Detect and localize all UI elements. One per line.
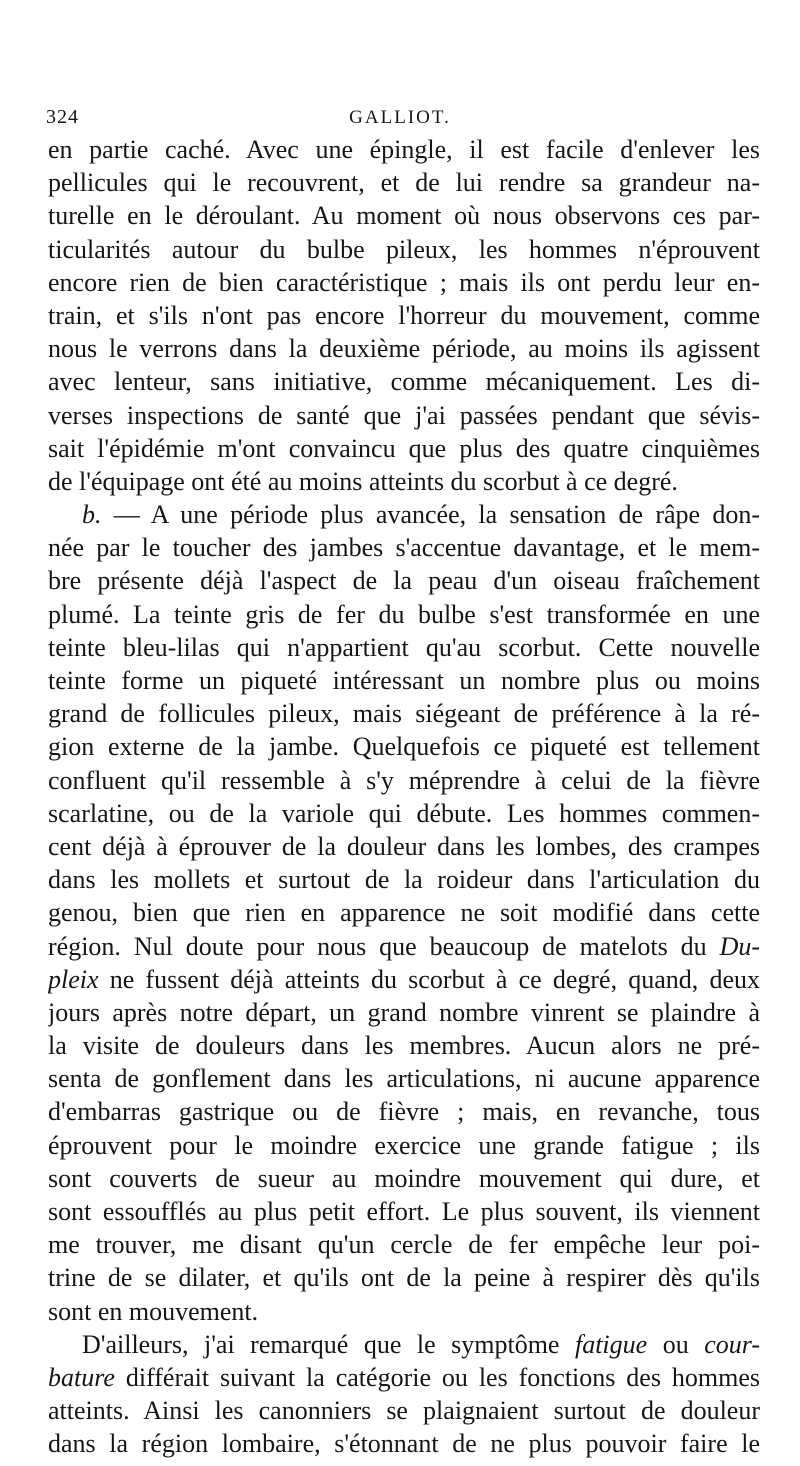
text-line [48, 1394, 760, 1427]
text-line [48, 963, 760, 996]
text-run: scarlatine, ou de la variole qui débute. Les hommes commen- [48, 798, 760, 828]
italic-text: b. [82, 500, 102, 530]
text-line [48, 1095, 760, 1128]
text-run: jours après notre départ, un grand nombre vinrent se plaindre à [48, 997, 760, 1027]
text-run: sait l'épidémie m'ont convaincu que plus des quatre cinquièmes [48, 433, 760, 463]
text-run: cent déjà à éprouver de la douleur dans les lombes, des crampes [48, 831, 760, 861]
text-line [48, 1029, 760, 1062]
text-run: grand de follicules pileux, mais siégeant de préférence à la ré- [48, 699, 760, 729]
text-line [48, 1195, 760, 1228]
text-line [48, 1162, 760, 1195]
text-run: confluent qu'il ressemble à s'y méprendre à celui de la fièvre [48, 765, 760, 795]
italic-text: bature [48, 1362, 115, 1392]
text-run: ticularités autour du bulbe pileux, les hommes n'éprouvent [48, 234, 760, 264]
text-run: région. Nul doute pour nous que beaucoup de matelots du [48, 931, 720, 961]
text-run: turelle en le déroulant. Au moment où nous observons ces par- [48, 201, 760, 231]
text-run: sont essoufflés au plus petit effort. Le plus souvent, ils viennent [48, 1197, 760, 1226]
body-text [48, 133, 760, 1461]
text-run: teinte forme un piqueté intéressant un nombre plus ou moins [48, 666, 760, 695]
text-run: la visite de douleurs dans les membres. Aucun alors ne pré- [48, 1031, 760, 1061]
text-line [48, 266, 760, 299]
text-run: teinte bleu-lilas qui n'appartient qu'au scorbut. Cette nouvelle [48, 632, 760, 662]
italic-text: fatigue [574, 1329, 648, 1359]
text-line [48, 863, 760, 896]
text-run: avec lenteur, sans initiative, comme mécaniquement. Les di- [48, 367, 760, 397]
text-line [48, 930, 760, 963]
text-line [48, 432, 760, 465]
text-run: pellicules qui le recouvrent, et de lui rendre sa grandeur na- [48, 168, 760, 198]
text-line [48, 399, 760, 432]
text-line [48, 365, 760, 398]
italic-text: Du- [719, 931, 760, 961]
text-line [48, 133, 760, 166]
text-line [48, 1295, 760, 1328]
text-run: ou [647, 1329, 705, 1359]
text-run: trine de se dilater, et qu'ils ont de la peine à respirer dès qu'ils [48, 1263, 760, 1293]
text-run: train, et s'ils n'ont pas encore l'horreur du mouvement, comme [48, 300, 760, 330]
text-run: dans les mollets et surtout de la roideur dans l'articulation du [48, 865, 760, 895]
text-line [48, 1228, 760, 1261]
text-run: plumé. La teinte gris de fer du bulbe s'est transformée en une [48, 599, 760, 629]
text-run: sont en mouvement. [48, 1296, 259, 1326]
text-line [48, 332, 760, 365]
text-line [48, 1328, 760, 1361]
text-line [48, 697, 760, 730]
text-line [48, 631, 760, 664]
text-run: encore rien de bien caractéristique ; mais ils ont perdu leur en- [48, 267, 760, 297]
running-title: GALLIOT. [349, 107, 451, 128]
text-line [48, 996, 760, 1029]
text-line [48, 465, 760, 498]
text-line [48, 797, 760, 830]
text-line [48, 1129, 760, 1162]
text-line [48, 764, 760, 797]
text-line [48, 1361, 760, 1394]
text-run: dans la région lombaire, s'étonnant de ne plus pouvoir faire le [48, 1429, 760, 1459]
text-run: senta de gonflement dans les articulations, ni aucune apparence [48, 1064, 760, 1094]
text-line [48, 1427, 760, 1460]
text-line [48, 166, 760, 199]
text-line [48, 664, 760, 697]
text-run: verses inspections de santé que j'ai passées pendant que sévis- [48, 400, 760, 430]
text-run: nous le verrons dans la deuxième période, au moins ils agissent [48, 334, 760, 364]
text-line [48, 498, 760, 531]
text-run: différait suivant la catégorie ou les fonctions des hommes [114, 1362, 760, 1392]
text-run: bre présente déjà l'aspect de la peau d'un oiseau fraîchement [48, 566, 760, 596]
text-run: gion externe de la jambe. Quelquefois ce piqueté est tellement [48, 732, 760, 762]
italic-text: cour- [704, 1329, 760, 1359]
text-run: née par le toucher des jambes s'accentue davantage, et le mem- [48, 533, 760, 563]
text-run: atteints. Ainsi les canonniers se plaignaient surtout de douleur [48, 1396, 760, 1426]
text-line [48, 233, 760, 266]
text-run: en partie caché. Avec une épingle, il est facile d'enlever les [48, 135, 760, 164]
text-line [48, 830, 760, 863]
text-line [48, 896, 760, 929]
text-run: genou, bien que rien en apparence ne soit modifié dans cette [48, 898, 760, 928]
text-line [48, 531, 760, 564]
text-line [48, 199, 760, 232]
text-run: — A une période plus avancée, la sensation de râpe don- [101, 500, 760, 530]
text-run: éprouvent pour le moindre exercice une grande fatigue ; ils [48, 1130, 760, 1160]
text-line [48, 564, 760, 597]
text-run: de l'équipage ont été au moins atteints du scorbut à ce degré. [48, 466, 678, 496]
text-run: sont couverts de sueur au moindre mouvement qui dure, et [48, 1163, 760, 1193]
text-run: D'ailleurs, j'ai remarqué que le symptôme [82, 1329, 575, 1359]
page-number: 324 [46, 106, 79, 128]
text-line [48, 730, 760, 763]
italic-text: pleix [48, 964, 99, 994]
text-line [48, 299, 760, 332]
text-line [48, 1062, 760, 1095]
text-run: d'embarras gastrique ou de fièvre ; mais, en revanche, tous [48, 1097, 760, 1127]
text-line [48, 1261, 760, 1294]
text-line [48, 598, 760, 631]
text-run: me trouver, me disant qu'un cercle de fer empêche leur poi- [48, 1230, 760, 1260]
text-run: ne fussent déjà atteints du scorbut à ce degré, quand, deux [98, 964, 760, 994]
